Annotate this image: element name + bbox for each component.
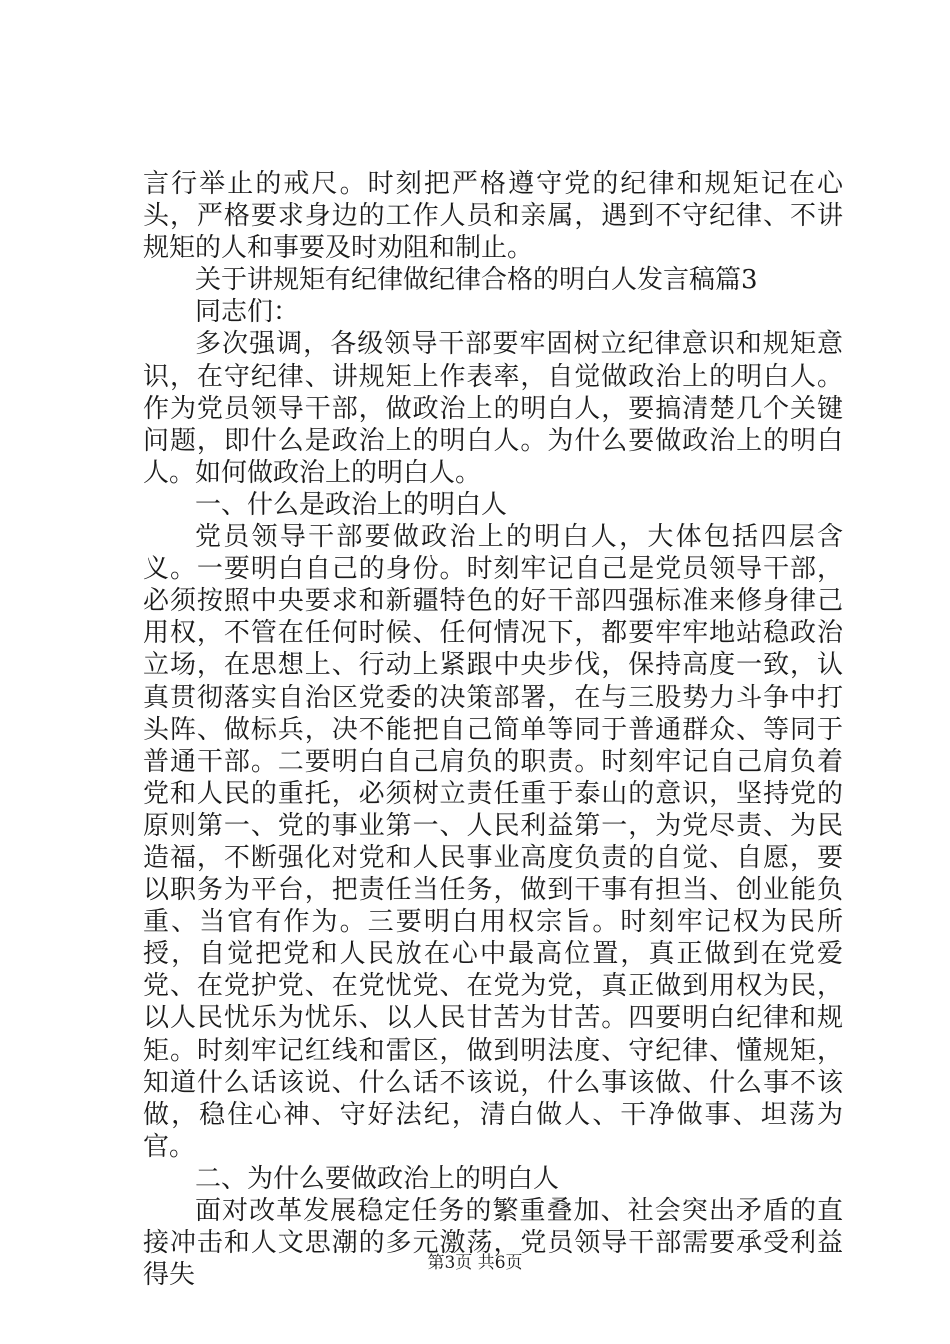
heading-two: 二、为什么要做政治上的明白人 [195, 1163, 560, 1194]
section-title-3: 关于讲规矩有纪律做纪律合格的明白人发言稿篇3 [195, 265, 758, 296]
document-body [143, 168, 843, 1291]
page-number-footer: 第3页 共6页 [427, 1253, 523, 1273]
paragraph-why: 面对改革发展稳定任务的繁重叠加、社会突出矛盾的直接冲击和人文思潮的多元激荡，党员领导干部需要承受利益得失 [143, 1196, 843, 1291]
paragraph-intro: 多次强调，各级领导干部要牢固树立纪律意识和规矩意识，在守纪律、讲规矩上作表率，自觉做政治上的明白人。作为党员领导干部，做政治上的明白人，要搞清楚几个关键问题，即什么是政治上的明白人。为什么要做政治上的明白人。如何做政治上的明白人。 [143, 329, 843, 488]
heading-one: 一、什么是政治上的明白人 [195, 489, 508, 520]
salutation: 同志们： [195, 297, 300, 328]
paragraph-four-meanings: 党员领导干部要做政治上的明白人，大体包括四层含义。一要明白自己的身份。时刻牢记自己是党员领导干部，必须按照中央要求和新疆特色的好干部四强标准来修身律己用权，不管在任何时候、任何情况下，都要牢牢地站稳政治立场，在思想上、行动上紧跟中央步伐，保持高度一致，认真贯彻落实自治区党委的决策部署，在与三股势力斗争中打头阵、做标兵，决不能把自己简单等同于普通群众、等同于普通干部。二要明白自己肩负的职责。时刻牢记自己肩负着党和人民的重托，必须树立责任重于泰山的意识，坚持党的原则第一、党的事业第一、人民利益第一，为党尽责、为民造福，不断强化对党和人民事业高度负责的自觉、自愿，要以职务为平台，把责任当任务，做到干事有担当、创业能负重、当官有作为。三要明白用权宗旨。时刻牢记权为民所授，自觉把党和人民放在心中最高位置，真正做到在党爱党、在党护党、在党忧党、在党为党，真正做到用权为民，以人民忧乐为忧乐、以人民甘苦为甘苦。四要明白纪律和规矩。时刻牢记红线和雷区，做到明法度、守纪律、懂规矩，知道什么话该说、什么话不该说，什么事该做、什么事不该做，稳住心神、守好法纪，清白做人、干净做事、坦荡为官。 [143, 522, 843, 1162]
paragraph-1: 言行举止的戒尺。时刻把严格遵守党的纪律和规矩记在心头，严格要求身边的工作人员和亲属，遇到不守纪律、不讲规矩的人和事要及时劝阻和制止。 [143, 169, 843, 264]
